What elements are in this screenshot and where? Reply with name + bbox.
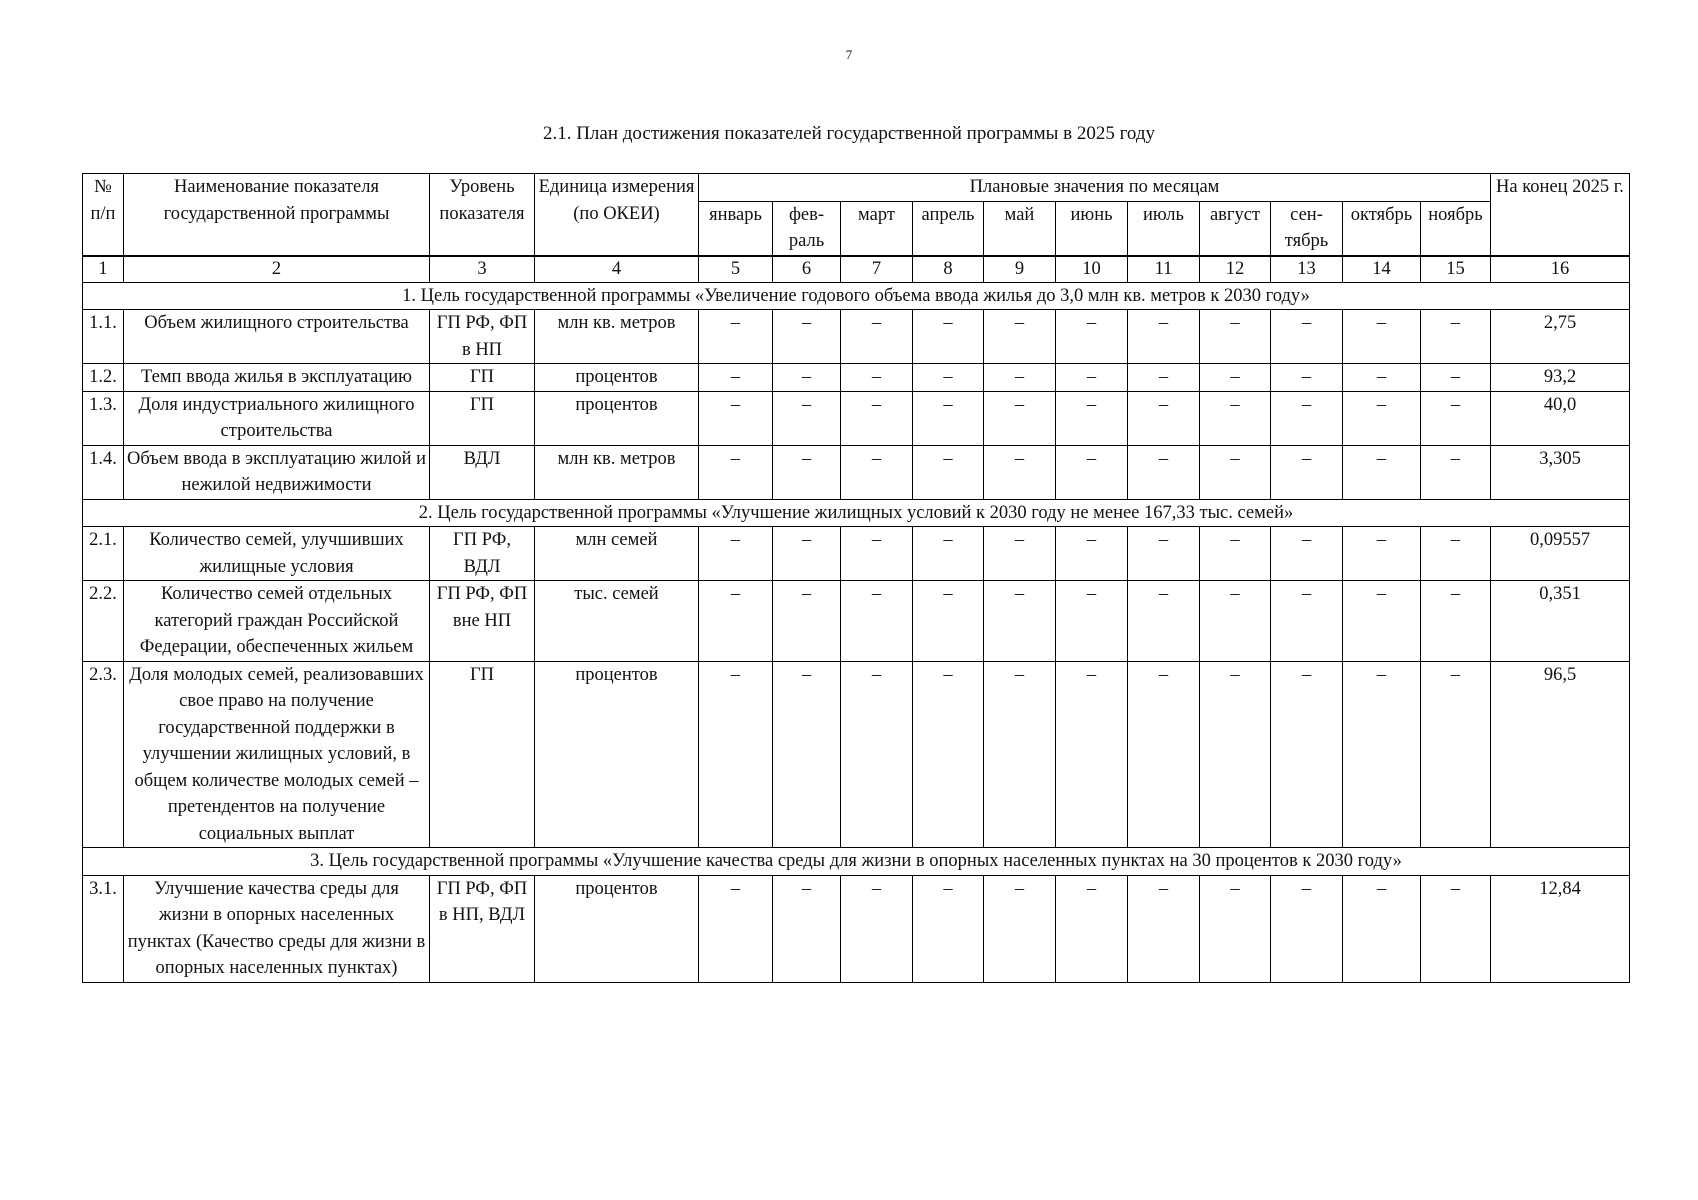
month-value: –: [1200, 527, 1271, 581]
month-value: –: [1128, 527, 1200, 581]
indicator-level: ГП: [430, 661, 535, 848]
month-value: –: [773, 364, 841, 392]
indicator-number: 1.3.: [83, 391, 124, 445]
indicator-number: 2.2.: [83, 581, 124, 662]
month-value: –: [1128, 581, 1200, 662]
month-value: –: [1421, 661, 1491, 848]
month-value: –: [913, 875, 984, 982]
indicator-level: ГП РФ, ВДЛ: [430, 527, 535, 581]
header-month: май: [984, 201, 1056, 256]
month-value: –: [841, 875, 913, 982]
month-value: –: [841, 661, 913, 848]
indicator-unit: млн семей: [535, 527, 699, 581]
month-value: –: [841, 391, 913, 445]
month-value: –: [1343, 875, 1421, 982]
year-end-value: 93,2: [1491, 364, 1630, 392]
month-value: –: [1128, 391, 1200, 445]
column-number: 1: [83, 256, 124, 283]
month-value: –: [699, 581, 773, 662]
month-value: –: [1056, 527, 1128, 581]
column-number: 12: [1200, 256, 1271, 283]
header-month: фев-раль: [773, 201, 841, 256]
page-number: 7: [845, 47, 853, 62]
month-value: –: [984, 527, 1056, 581]
header-month: август: [1200, 201, 1271, 256]
table-row: [83, 364, 1630, 392]
table-row: [83, 581, 1630, 662]
goal-row: [83, 848, 1630, 876]
indicator-number: 1.1.: [83, 310, 124, 364]
month-value: –: [913, 445, 984, 499]
month-value: –: [984, 310, 1056, 364]
column-number: 7: [841, 256, 913, 283]
month-value: –: [699, 527, 773, 581]
month-value: –: [1128, 364, 1200, 392]
month-value: –: [1421, 527, 1491, 581]
year-end-value: 12,84: [1491, 875, 1630, 982]
month-value: –: [1421, 875, 1491, 982]
year-end-value: 0,351: [1491, 581, 1630, 662]
month-value: –: [1343, 310, 1421, 364]
month-value: –: [1421, 391, 1491, 445]
month-value: –: [773, 391, 841, 445]
year-end-value: 96,5: [1491, 661, 1630, 848]
year-end-value: 3,305: [1491, 445, 1630, 499]
month-value: –: [773, 581, 841, 662]
header-month: июль: [1128, 201, 1200, 256]
month-value: –: [1200, 581, 1271, 662]
month-value: –: [1421, 581, 1491, 662]
month-value: –: [1271, 310, 1343, 364]
indicator-name: Доля индустриального жилищного строительства: [124, 391, 430, 445]
table-row: [83, 391, 1630, 445]
indicator-level: ГП РФ, ФП в НП, ВДЛ: [430, 875, 535, 982]
column-number: 4: [535, 256, 699, 283]
month-value: –: [1056, 310, 1128, 364]
month-value: –: [984, 364, 1056, 392]
month-value: –: [913, 310, 984, 364]
month-value: –: [841, 364, 913, 392]
month-value: –: [773, 875, 841, 982]
month-value: –: [1343, 527, 1421, 581]
column-number: 14: [1343, 256, 1421, 283]
month-value: –: [1271, 391, 1343, 445]
indicator-level: ГП: [430, 364, 535, 392]
month-value: –: [1271, 445, 1343, 499]
header-month: январь: [699, 201, 773, 256]
month-value: –: [1056, 445, 1128, 499]
month-value: –: [1056, 391, 1128, 445]
month-value: –: [984, 581, 1056, 662]
month-value: –: [1056, 875, 1128, 982]
month-value: –: [1056, 364, 1128, 392]
month-value: –: [699, 661, 773, 848]
month-value: –: [1200, 310, 1271, 364]
column-number: 16: [1491, 256, 1630, 283]
indicator-number: 3.1.: [83, 875, 124, 982]
year-end-value: 40,0: [1491, 391, 1630, 445]
month-value: –: [1421, 445, 1491, 499]
header-unit: Единица измерения (по ОКЕИ): [535, 174, 699, 256]
header-level: Уровень показателя: [430, 174, 535, 256]
indicator-unit: процентов: [535, 391, 699, 445]
header-year-end: На конец 2025 г.: [1491, 174, 1630, 256]
month-value: –: [1343, 391, 1421, 445]
column-number: 6: [773, 256, 841, 283]
month-value: –: [1056, 661, 1128, 848]
month-value: –: [984, 445, 1056, 499]
indicator-number: 2.3.: [83, 661, 124, 848]
month-value: –: [1128, 310, 1200, 364]
indicator-unit: тыс. семей: [535, 581, 699, 662]
goal-heading: 3. Цель государственной программы «Улучшение качества среды для жизни в опорных населенных пунктах на 30 процентов к 2030 году»: [83, 848, 1630, 876]
month-value: –: [1200, 661, 1271, 848]
month-value: –: [699, 364, 773, 392]
indicator-number: 2.1.: [83, 527, 124, 581]
goal-row: [83, 499, 1630, 527]
indicator-unit: процентов: [535, 364, 699, 392]
goal-heading: 1. Цель государственной программы «Увеличение годового объема ввода жилья до 3,0 млн кв. метров к 2030 году»: [83, 282, 1630, 310]
indicator-unit: млн кв. метров: [535, 445, 699, 499]
table-row: [83, 310, 1630, 364]
month-value: –: [1271, 661, 1343, 848]
month-value: –: [1421, 364, 1491, 392]
month-value: –: [1056, 581, 1128, 662]
indicator-level: ГП РФ, ФП в НП: [430, 310, 535, 364]
column-number: 9: [984, 256, 1056, 283]
table-row: [83, 661, 1630, 848]
month-value: –: [1343, 581, 1421, 662]
month-value: –: [773, 527, 841, 581]
indicator-name: Объем жилищного строительства: [124, 310, 430, 364]
column-number: 11: [1128, 256, 1200, 283]
column-number: 10: [1056, 256, 1128, 283]
column-number: 2: [124, 256, 430, 283]
header-month: апрель: [913, 201, 984, 256]
month-value: –: [1128, 875, 1200, 982]
column-number: 5: [699, 256, 773, 283]
indicator-name: Темп ввода жилья в эксплуатацию: [124, 364, 430, 392]
table-row: [83, 875, 1630, 982]
header-month: март: [841, 201, 913, 256]
month-value: –: [913, 527, 984, 581]
indicator-level: ГП: [430, 391, 535, 445]
header-month: сен-тябрь: [1271, 201, 1343, 256]
month-value: –: [913, 661, 984, 848]
header-name: Наименование показателя государственной программы: [124, 174, 430, 256]
month-value: –: [984, 661, 1056, 848]
header-month: ноябрь: [1421, 201, 1491, 256]
document-title: 2.1. План достижения показателей государственной программы в 2025 году: [542, 123, 1156, 144]
indicator-unit: процентов: [535, 661, 699, 848]
month-value: –: [699, 875, 773, 982]
month-value: –: [1271, 364, 1343, 392]
month-value: –: [984, 875, 1056, 982]
month-value: –: [773, 310, 841, 364]
month-value: –: [1343, 661, 1421, 848]
header-month: октябрь: [1343, 201, 1421, 256]
indicator-name: Количество семей, улучшивших жилищные условия: [124, 527, 430, 581]
month-value: –: [841, 581, 913, 662]
month-value: –: [1421, 310, 1491, 364]
indicator-level: ВДЛ: [430, 445, 535, 499]
header-monthly-values: Плановые значения по месяцам: [699, 174, 1491, 202]
month-value: –: [1200, 364, 1271, 392]
goal-heading: 2. Цель государственной программы «Улучшение жилищных условий к 2030 году не менее 167,33 тыс. семей»: [83, 499, 1630, 527]
indicator-name: Улучшение качества среды для жизни в опорных населенных пунктах (Качество среды для жизни в опорных населенных пунктах): [124, 875, 430, 982]
month-value: –: [1128, 661, 1200, 848]
header-num: № п/п: [83, 174, 124, 256]
month-value: –: [699, 310, 773, 364]
indicator-unit: процентов: [535, 875, 699, 982]
table-row: [83, 527, 1630, 581]
month-value: –: [1128, 445, 1200, 499]
indicator-level: ГП РФ, ФП вне НП: [430, 581, 535, 662]
column-number: 3: [430, 256, 535, 283]
month-value: –: [1343, 364, 1421, 392]
month-value: –: [913, 581, 984, 662]
month-value: –: [841, 445, 913, 499]
indicator-number: 1.2.: [83, 364, 124, 392]
month-value: –: [984, 391, 1056, 445]
month-value: –: [1200, 875, 1271, 982]
month-value: –: [699, 391, 773, 445]
indicator-name: Количество семей отдельных категорий граждан Российской Федерации, обеспеченных жильем: [124, 581, 430, 662]
column-number: 8: [913, 256, 984, 283]
month-value: –: [841, 527, 913, 581]
column-number: 13: [1271, 256, 1343, 283]
month-value: –: [1200, 391, 1271, 445]
month-value: –: [1271, 527, 1343, 581]
year-end-value: 2,75: [1491, 310, 1630, 364]
month-value: –: [1200, 445, 1271, 499]
month-value: –: [699, 445, 773, 499]
month-value: –: [1271, 581, 1343, 662]
indicator-number: 1.4.: [83, 445, 124, 499]
table-row: [83, 445, 1630, 499]
indicator-name: Объем ввода в эксплуатацию жилой и нежилой недвижимости: [124, 445, 430, 499]
header-month: июнь: [1056, 201, 1128, 256]
month-value: –: [773, 445, 841, 499]
month-value: –: [913, 364, 984, 392]
year-end-value: 0,09557: [1491, 527, 1630, 581]
month-value: –: [1343, 445, 1421, 499]
indicator-unit: млн кв. метров: [535, 310, 699, 364]
month-value: –: [841, 310, 913, 364]
indicator-name: Доля молодых семей, реализовавших свое право на получение государственной поддержки в улучшении жилищных условий, в общем количестве молодых семей – претендентов на получение социальных выплат: [124, 661, 430, 848]
month-value: –: [1271, 875, 1343, 982]
column-number: 15: [1421, 256, 1491, 283]
month-value: –: [773, 661, 841, 848]
month-value: –: [913, 391, 984, 445]
goal-row: [83, 282, 1630, 310]
indicator-plan-table: [82, 173, 1630, 983]
